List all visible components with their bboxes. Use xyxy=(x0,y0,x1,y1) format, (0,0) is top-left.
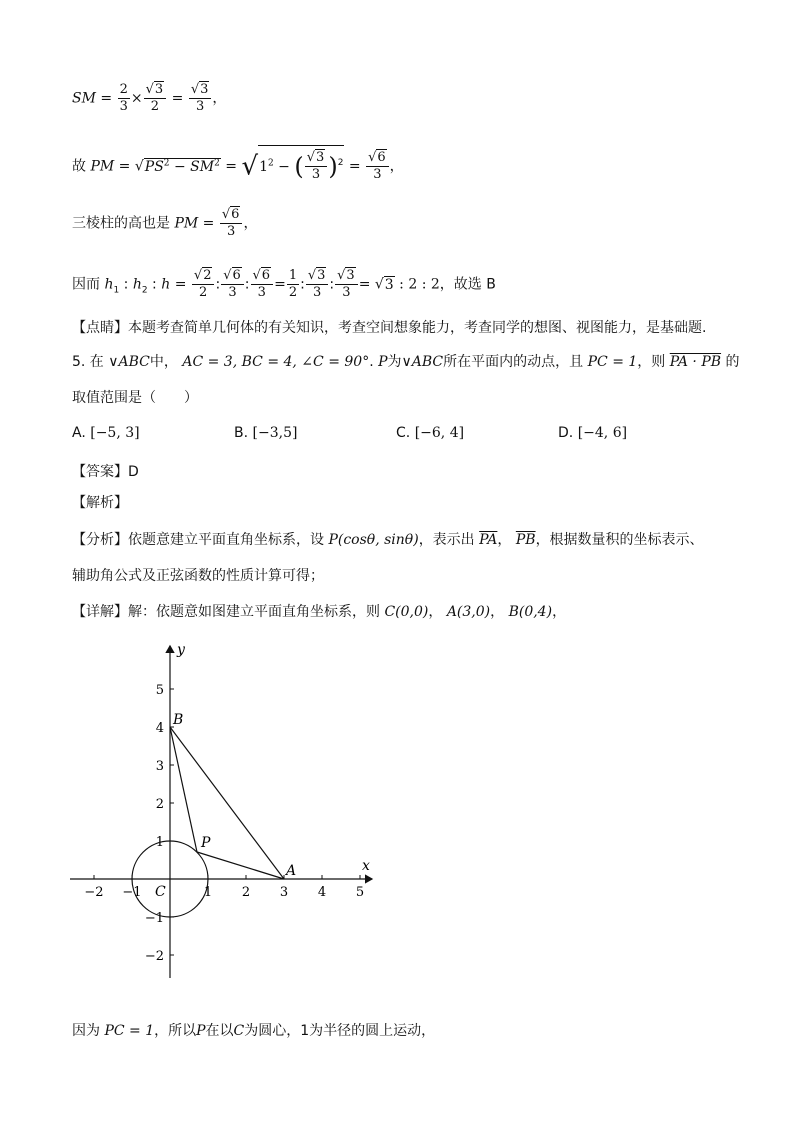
ratio-prefix: 因而 xyxy=(72,276,100,293)
label-p: P xyxy=(201,835,211,851)
option-b xyxy=(234,425,297,441)
x-tick-label: 2 xyxy=(241,885,251,900)
q5-text-c: . xyxy=(369,354,374,370)
y-tick-label: 2 xyxy=(155,797,164,812)
vector-pa: $\overline{PA}$ xyxy=(479,532,498,548)
x-tick-label: −1 xyxy=(122,885,142,900)
option-d-value: [−4, 6] xyxy=(577,425,628,441)
q5-text-d: 为 xyxy=(387,354,402,370)
analysis-text-a: 【分析】依题意建立平面直角坐标系，设 xyxy=(72,532,324,548)
sm-line: SM = $\frac{2}{3}$ × $\frac{√3}{2}$ = $\frac{√3}{3}$ ， xyxy=(72,82,227,114)
q5-number: 5. 在 xyxy=(72,354,104,370)
analysis-text-b: ，表示出 xyxy=(418,532,475,548)
point-c: C xyxy=(233,1023,245,1039)
segment-ba xyxy=(170,727,284,879)
option-a-value: [−5, 3] xyxy=(90,425,140,441)
q5-text-b: 中， xyxy=(149,354,178,370)
label-c: C xyxy=(155,884,166,900)
analysis-line-1 xyxy=(72,530,704,550)
label-a: A xyxy=(286,863,297,879)
analysis-text-c: ， xyxy=(497,532,512,548)
p-coordinates: P(cosθ, sinθ) xyxy=(328,532,419,548)
point-p: P xyxy=(378,354,388,370)
detail-line xyxy=(72,602,566,622)
segment-pa xyxy=(197,852,284,879)
point-p-b: P xyxy=(196,1023,206,1039)
x-tick-label: 4 xyxy=(317,885,327,900)
y-tick-label: −1 xyxy=(144,911,164,926)
a-coordinates: A(3,0) xyxy=(446,604,491,620)
y-tick-label: 1 xyxy=(155,835,164,850)
option-a xyxy=(72,425,140,441)
dot-product: PA · PB xyxy=(669,354,722,370)
x-tick-label: 1 xyxy=(203,885,213,900)
ratio-suffix: ，故选 B xyxy=(439,276,496,293)
pc-equals-1-b: PC = 1 xyxy=(104,1023,155,1039)
option-b-value: [−3,5] xyxy=(252,425,298,441)
y-axis-label: y xyxy=(177,642,185,658)
last-text-d: 为圆心，1为半径的圆上运动， xyxy=(244,1023,436,1039)
vector-pb: $\overline{PB}$ xyxy=(515,532,536,548)
ratio-line: 因而 $h_1$ : $h_2$ : h = $\frac{√2}{2}$ : $\frac{√6}{3}$ : $\frac{√6}{3}$ = $\frac{1}{2}$ : $\frac{√3}{3}$ : $\frac{√3}{3}$ = √3 : 2 : 2，故选 B xyxy=(72,268,496,300)
q5-text-g: 的 xyxy=(725,354,740,370)
option-c xyxy=(396,425,464,441)
option-c-letter: C. xyxy=(396,425,411,441)
detail-text-b: ， xyxy=(428,604,443,620)
detail-text-a: 【详解】解：依题意如图建立平面直角坐标系，则 xyxy=(72,604,380,620)
c-coordinates: C(0,0) xyxy=(384,604,429,620)
last-text-c: 在以 xyxy=(205,1023,234,1039)
option-b-letter: B. xyxy=(234,425,249,441)
triangle-abc-2: ∨ABC xyxy=(401,354,444,370)
y-tick-label: −2 xyxy=(144,949,164,964)
q5-text-e: 所在平面内的动点，且 xyxy=(443,354,584,370)
option-d xyxy=(558,425,627,441)
x-axis-label: x xyxy=(362,858,370,874)
last-text-a: 因为 xyxy=(72,1023,100,1039)
last-text-b: ，所以 xyxy=(154,1023,197,1039)
x-tick-label: 5 xyxy=(355,885,365,900)
pm-prefix: 故 xyxy=(72,158,86,175)
y-tick-label: 5 xyxy=(155,683,164,698)
analysis-title: 【解析】 xyxy=(72,495,128,511)
detail-text-c: ， xyxy=(490,604,505,620)
option-c-value: [−6, 4] xyxy=(414,425,465,441)
height-prefix: 三棱柱的高也是 xyxy=(72,215,170,232)
pc-equals-1: PC = 1 xyxy=(587,354,638,370)
answer-line: 【答案】D xyxy=(72,464,139,480)
comment-line: 【点睛】本题考查简单几何体的有关知识，考查空间想象能力，考查同学的想图、视图能力，是基础题. xyxy=(72,320,707,336)
coordinate-figure xyxy=(60,640,380,985)
y-tick-label: 3 xyxy=(155,759,164,774)
option-d-letter: D. xyxy=(558,425,574,441)
b-coordinates: B(0,4) xyxy=(508,604,553,620)
last-line xyxy=(72,1021,435,1041)
analysis-line-2: 辅助角公式及正弦函数的性质计算可得； xyxy=(72,568,324,584)
pm-line: 故 PM = $√PS^2 - SM^2 = √1^2$ − ( $\frac{√3}{3}$ )$^2$ = $\frac{√6}{3}$ ， xyxy=(72,145,404,183)
option-a-letter: A. xyxy=(72,425,86,441)
x-tick-label: −2 xyxy=(84,885,104,900)
q5-conditions: AC = 3, BC = 4, ∠C = 90° xyxy=(182,354,370,370)
triangle-abc: ∨ABC xyxy=(108,354,150,370)
y-tick-label: 4 xyxy=(155,721,164,736)
label-b: B xyxy=(173,712,184,728)
detail-text-d: ， xyxy=(552,604,567,620)
question-5-line-2: 取值范围是（ ） xyxy=(72,390,198,406)
question-5-line-1 xyxy=(72,352,740,372)
x-tick-label: 3 xyxy=(279,885,289,900)
height-line: 三棱柱的高也是 PM = $\frac{√6}{3}$ ， xyxy=(72,207,258,239)
analysis-text-d: ，根据数量积的坐标表示、 xyxy=(535,532,704,548)
q5-text-f: ，则 xyxy=(637,354,666,370)
